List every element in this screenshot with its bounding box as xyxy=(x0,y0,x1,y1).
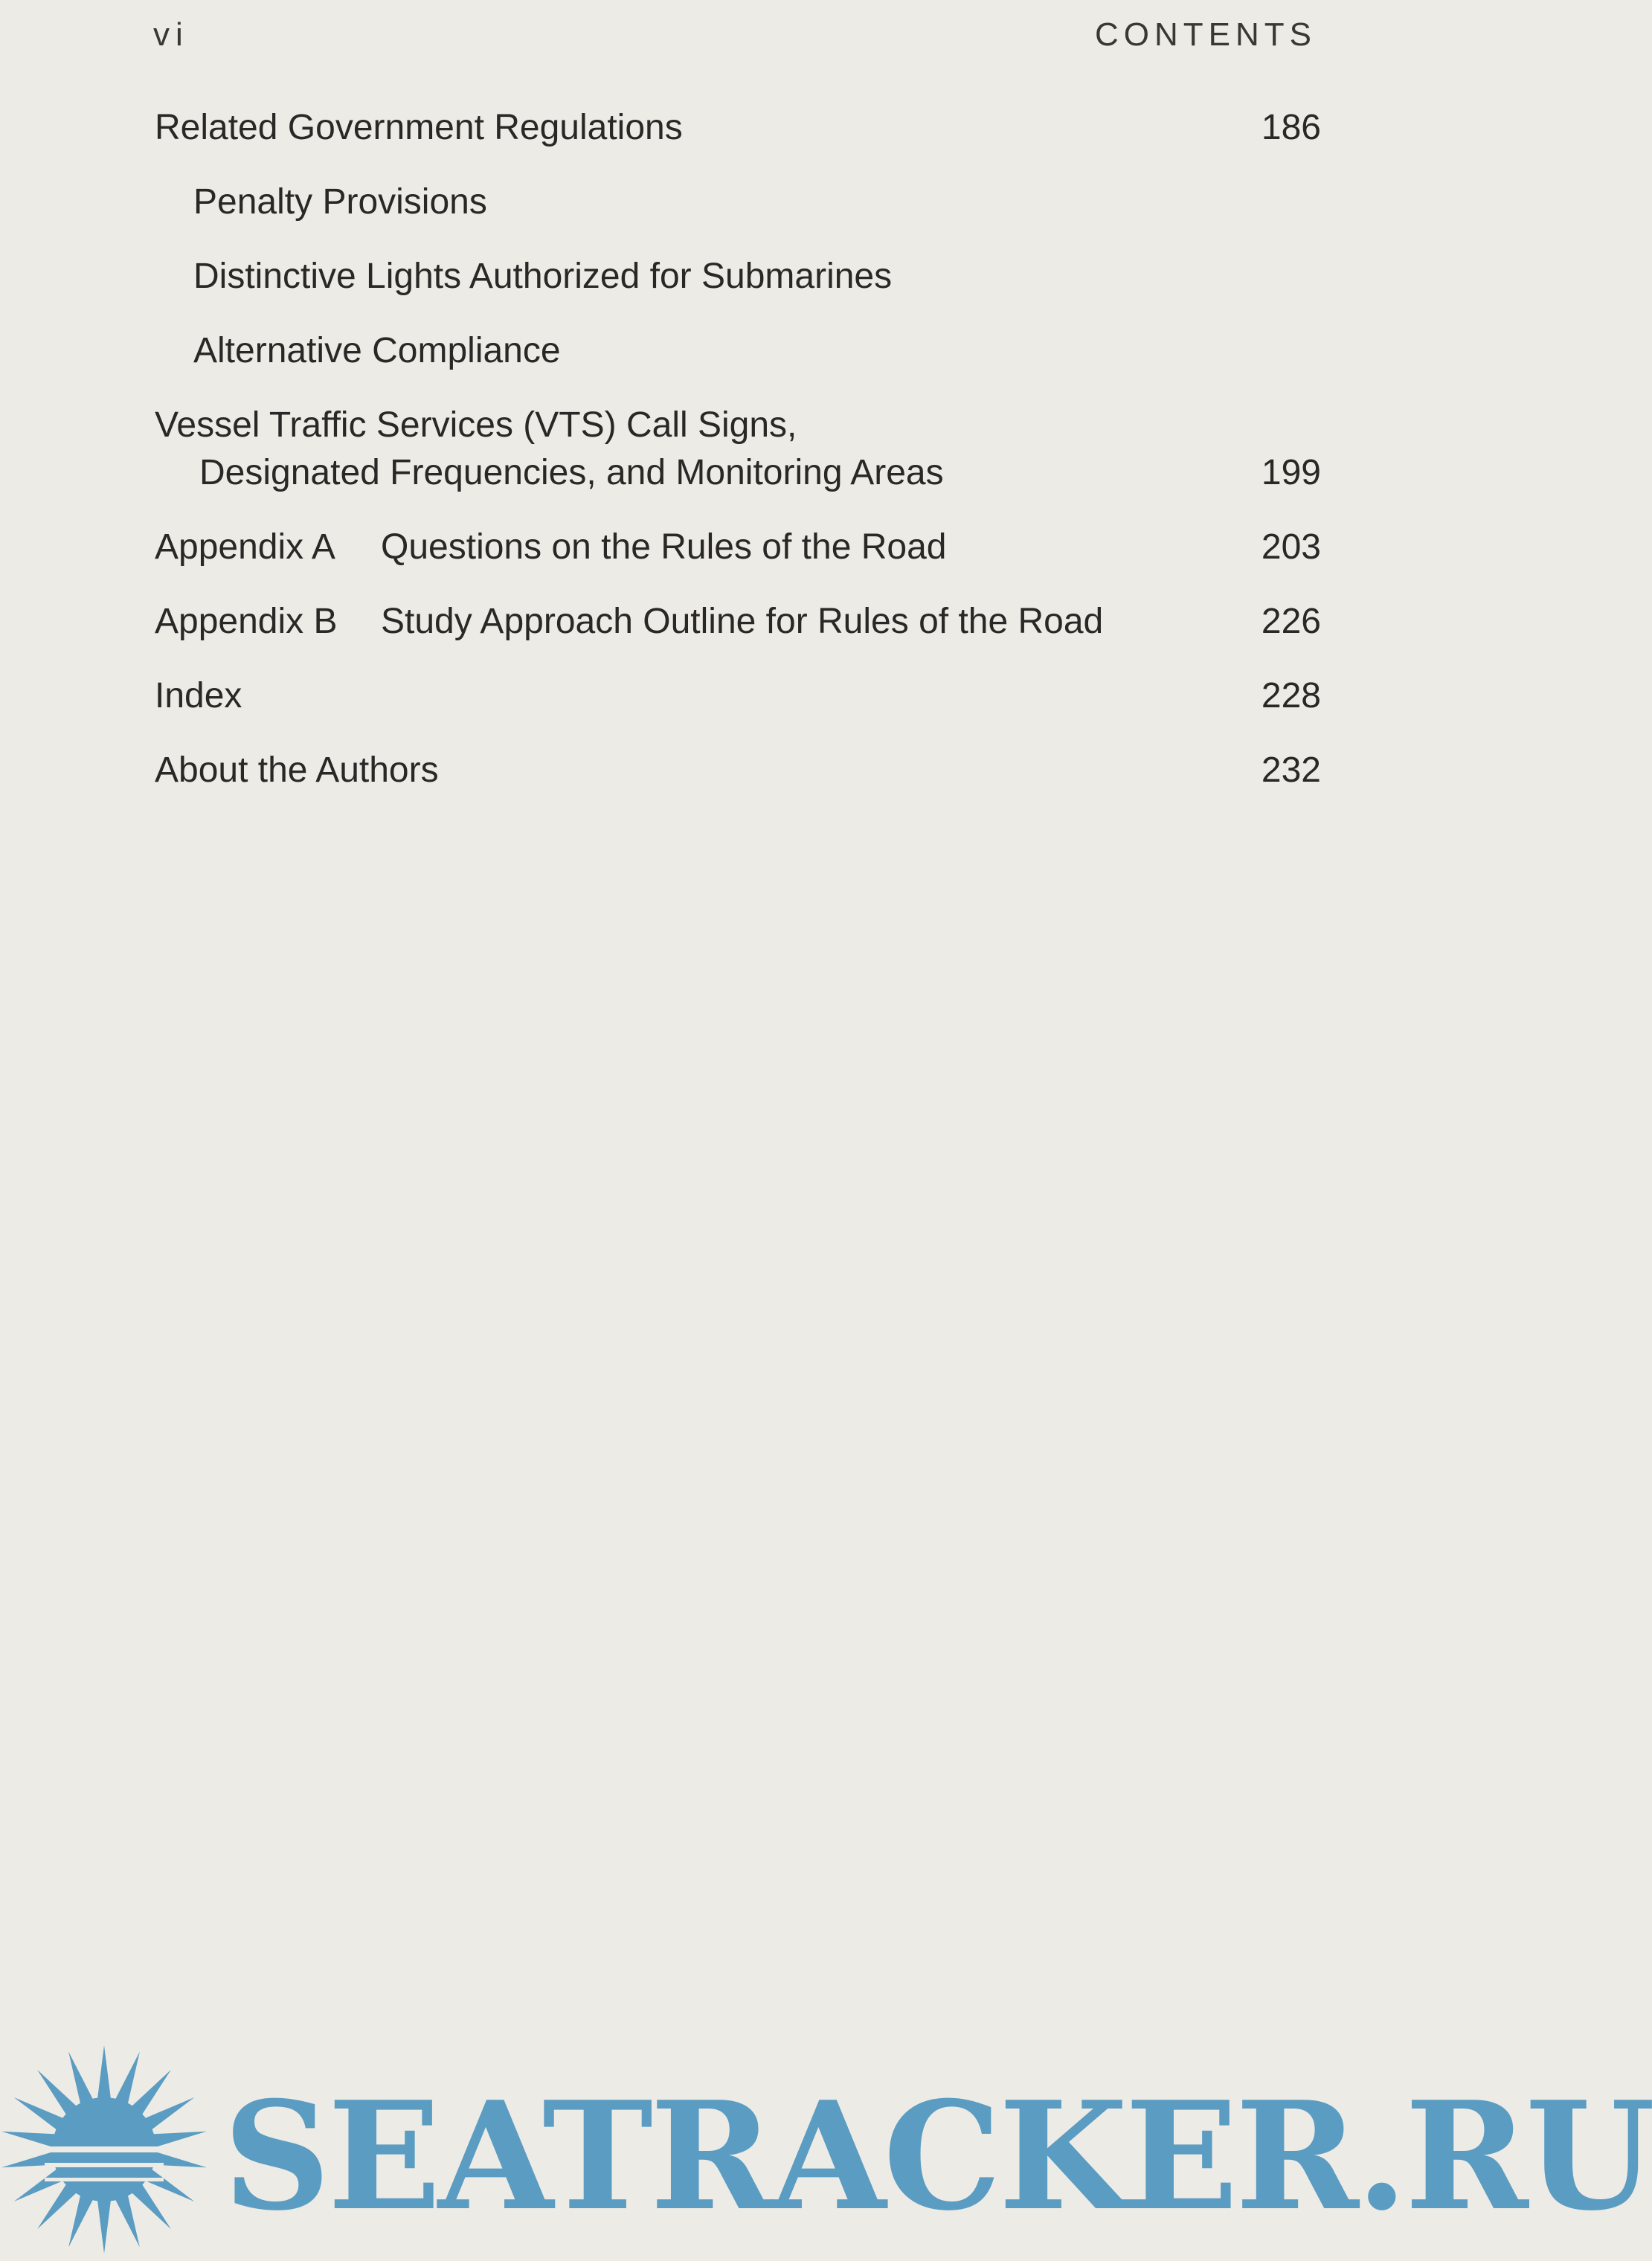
toc-entry-index[interactable] xyxy=(155,672,1321,720)
toc-entry-title: Related Government Regulations xyxy=(155,108,683,147)
toc-entry-label: Appendix A xyxy=(155,527,335,567)
toc-entry-related-regulations[interactable] xyxy=(155,104,1321,152)
watermark-text: SEATRACKER.RU xyxy=(223,2069,1652,2244)
toc-entry-title-line1: Vessel Traffic Services (VTS) Call Signs, xyxy=(155,405,797,445)
toc-entry-title: Questions on the Rules of the Road xyxy=(381,527,947,567)
toc-entry-submarine-lights[interactable] xyxy=(155,253,1321,300)
toc-entry-title: Alternative Compliance xyxy=(193,331,561,370)
table-of-contents xyxy=(155,104,1321,821)
toc-entry-label: Appendix B xyxy=(155,602,338,641)
page-folio: vi xyxy=(153,16,189,53)
toc-entry-title: Index xyxy=(155,676,242,715)
toc-entry-title: Distinctive Lights Authorized for Submarines xyxy=(193,257,893,296)
toc-entry-page: 199 xyxy=(1261,453,1321,492)
toc-entry-page: 203 xyxy=(1261,527,1321,567)
toc-entry-page: 232 xyxy=(1261,750,1321,790)
sun-logo-icon xyxy=(0,2045,208,2254)
running-head: CONTENTS xyxy=(1095,16,1317,53)
toc-entry-about-authors[interactable] xyxy=(155,747,1321,794)
toc-entry-page: 228 xyxy=(1261,676,1321,715)
toc-entry-appendix-a[interactable] xyxy=(155,524,1321,571)
toc-entry-page: 186 xyxy=(1261,108,1321,147)
toc-entry-appendix-b[interactable] xyxy=(155,598,1321,646)
toc-entry-title-line2: Designated Frequencies, and Monitoring Areas xyxy=(199,453,944,492)
toc-entry-page: 226 xyxy=(1261,602,1321,641)
toc-entry-vts-call-signs[interactable] xyxy=(155,402,1321,497)
toc-entry-penalty-provisions[interactable] xyxy=(155,178,1321,226)
toc-entry-title: About the Authors xyxy=(155,750,439,790)
toc-entry-title: Study Approach Outline for Rules of the Road xyxy=(381,602,1104,641)
toc-entry-alternative-compliance[interactable] xyxy=(155,327,1321,375)
toc-entry-title: Penalty Provisions xyxy=(193,182,487,222)
